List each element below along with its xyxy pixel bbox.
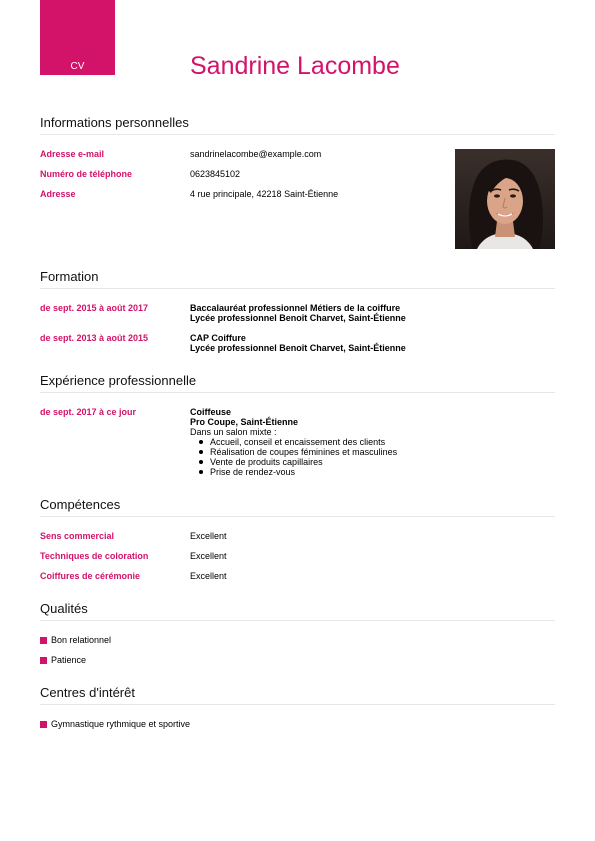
candidate-name: Sandrine Lacombe — [190, 52, 400, 80]
education-school: Lycée professionnel Benoît Charvet, Saint-Étienne — [190, 313, 406, 323]
square-bullet-icon — [40, 657, 47, 664]
experience-intro: Dans un salon mixte : — [190, 427, 277, 437]
field-label-email: Adresse e-mail — [40, 149, 105, 159]
section-title-education: Formation — [40, 269, 555, 289]
experience-role: Coiffeuse — [190, 407, 232, 417]
experience-details — [190, 407, 397, 477]
bullet-icon — [199, 460, 203, 464]
education-school: Lycée professionnel Benoît Charvet, Saint-Étienne — [190, 343, 406, 353]
experience-dates: de sept. 2017 à ce jour — [40, 407, 137, 417]
education-degree: Baccalauréat professionnel Métiers de la coiffure — [190, 303, 401, 313]
education-degree: CAP Coiffure — [190, 333, 246, 343]
bullet-icon — [199, 440, 203, 444]
quality-item: Patience — [40, 655, 86, 665]
task-item: Réalisation de coupes féminines et masculines — [190, 447, 397, 457]
skill-name: Techniques de coloration — [40, 551, 149, 561]
section-skills — [40, 497, 555, 587]
field-value-address: 4 rue principale, 42218 Saint-Étienne — [190, 189, 339, 199]
portrait-image — [455, 149, 555, 249]
interest-item: Gymnastique rythmique et sportive — [40, 719, 190, 729]
section-qualities — [40, 601, 555, 671]
section-title-experience: Expérience professionnelle — [40, 373, 555, 393]
section-interests — [40, 685, 555, 735]
experience-company: Pro Coupe, Saint-Étienne — [190, 417, 299, 427]
square-bullet-icon — [40, 721, 47, 728]
section-title-personal: Informations personnelles — [40, 115, 555, 135]
skill-level: Excellent — [190, 551, 227, 561]
field-label-phone: Numéro de téléphone — [40, 169, 133, 179]
task-item: Vente de produits capillaires — [190, 457, 397, 467]
section-experience — [40, 373, 555, 483]
section-title-interests: Centres d'intérêt — [40, 685, 555, 705]
bullet-icon — [199, 470, 203, 474]
education-details — [190, 333, 406, 353]
experience-task-list — [190, 437, 397, 477]
skill-level: Excellent — [190, 571, 227, 581]
cv-badge — [40, 0, 115, 75]
education-dates: de sept. 2015 à août 2017 — [40, 303, 149, 313]
field-value-phone: 0623845102 — [190, 169, 241, 179]
section-education — [40, 269, 555, 359]
bullet-icon — [199, 450, 203, 454]
task-item: Prise de rendez-vous — [190, 467, 397, 477]
skill-name: Coiffures de cérémonie — [40, 571, 141, 581]
section-title-skills: Compétences — [40, 497, 555, 517]
education-details — [190, 303, 406, 323]
quality-item: Bon relationnel — [40, 635, 111, 645]
square-bullet-icon — [40, 637, 47, 644]
field-value-email: sandrinelacombe@example.com — [190, 149, 322, 159]
cv-label: CV — [70, 61, 85, 72]
skill-level: Excellent — [190, 531, 227, 541]
skill-name: Sens commercial — [40, 531, 115, 541]
section-title-qualities: Qualités — [40, 601, 555, 621]
field-label-address: Adresse — [40, 189, 76, 199]
profile-photo — [455, 149, 555, 249]
task-item: Accueil, conseil et encaissement des clients — [190, 437, 397, 447]
education-dates: de sept. 2013 à août 2015 — [40, 333, 149, 343]
